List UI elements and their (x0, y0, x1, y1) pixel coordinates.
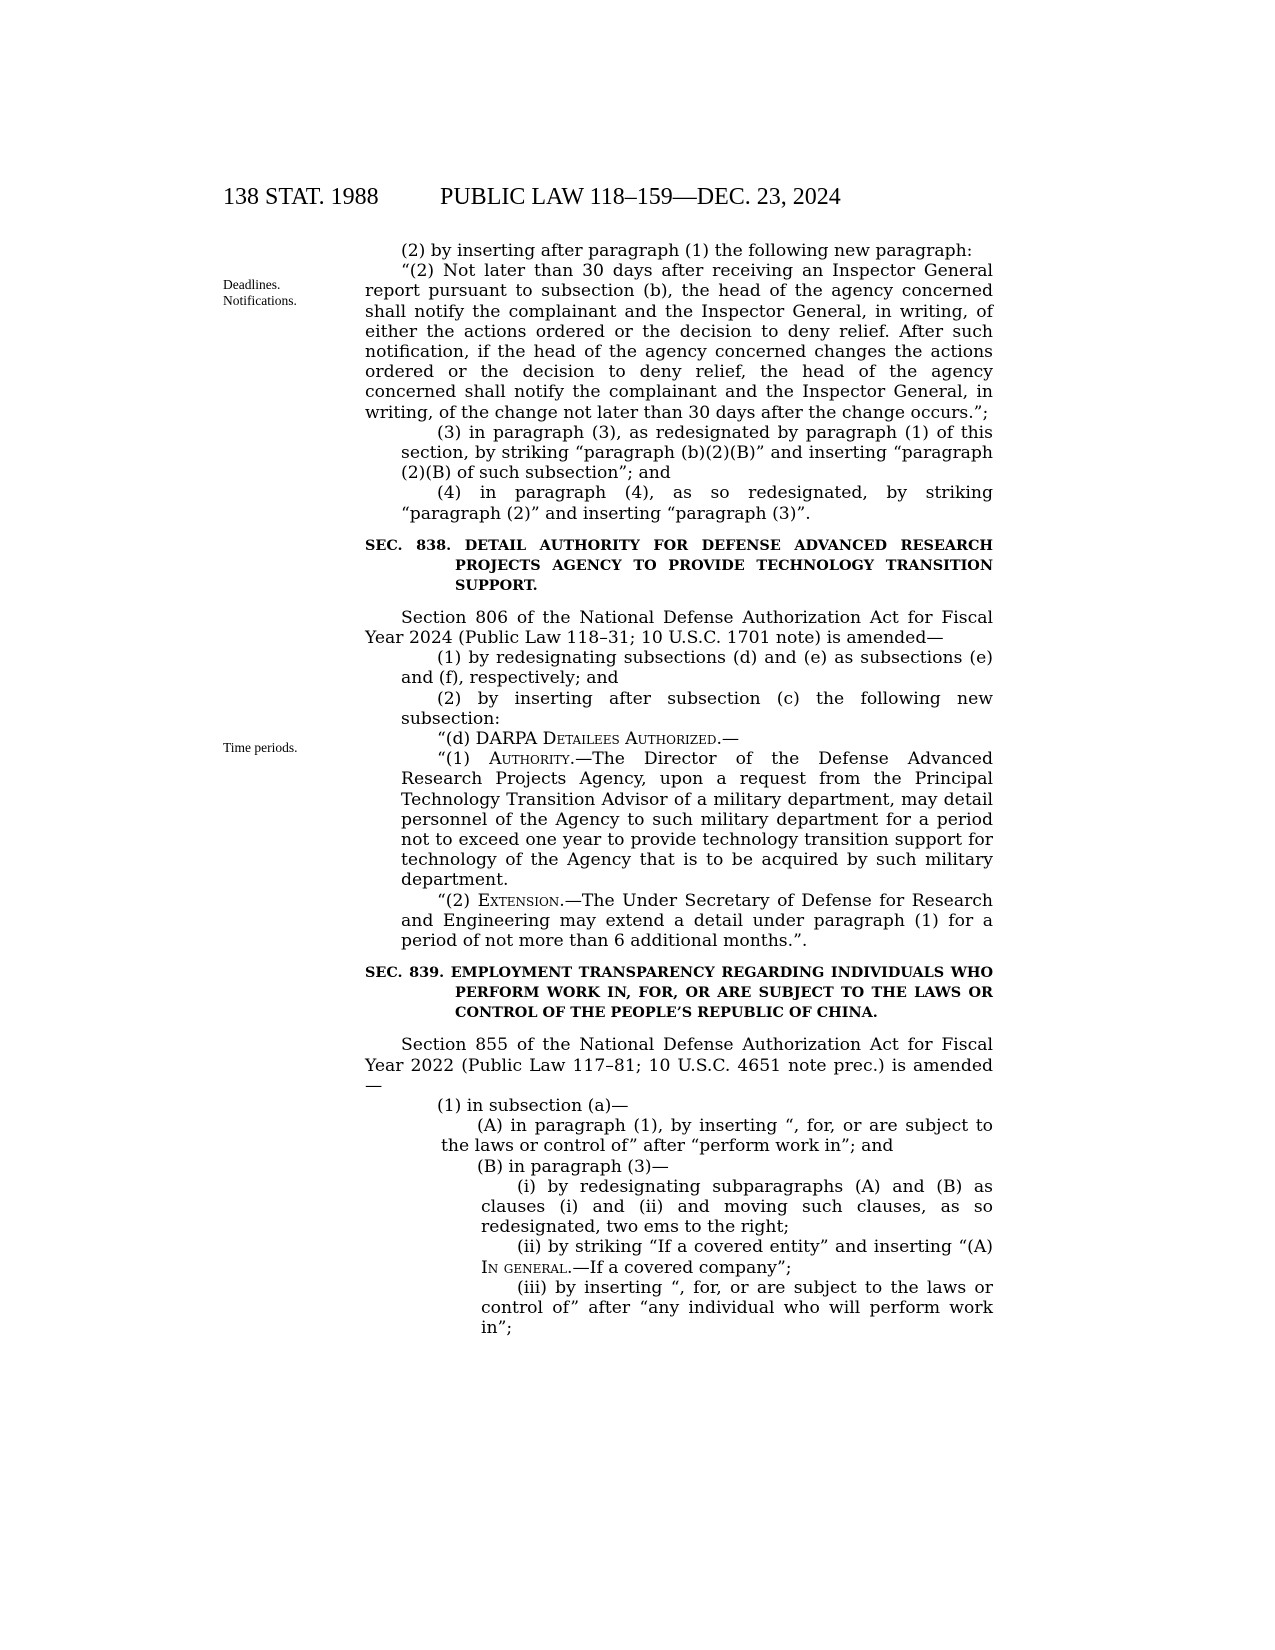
item-title: In general (481, 1257, 568, 1278)
paragraph-3: (3) in paragraph (3), as redesignated by paragraph (1) of this section, by striking “paragraph (b)(2)(B)” and inserting “paragraph (2)(B) of such subsection”; and (401, 422, 993, 484)
item-title: Authority (489, 749, 570, 770)
section-839-item-1-B-iii: (iii) by inserting “, for, or are subject to the laws or control of” after “any individual who will perform work in”; (481, 1277, 993, 1339)
item-prefix: “(2) (437, 890, 478, 911)
section-838-heading: SEC. 838. DETAIL AUTHORITY FOR DEFENSE ADVANCED RESEARCH PROJECTS AGENCY TO PROVIDE TECHNOLOGY TRANSITION SUPPORT. (365, 536, 993, 594)
section-839-item-1: (1) in subsection (a)— (437, 1095, 629, 1116)
section-839-item-1-B-ii (365, 1237, 993, 1277)
section-838-intro: Section 806 of the National Defense Authorization Act for Fiscal Year 2024 (Public Law 118–31; 10 U.S.C. 1701 note) is amended— (365, 607, 993, 649)
section-838-item-2: (2) by inserting after subsection (c) the following new subsection: (401, 688, 993, 729)
item-prefix: “(1) (437, 749, 490, 770)
margin-note-time-periods: Time periods. (223, 740, 298, 755)
item-text: .—If a covered company”; (567, 1257, 792, 1278)
subsection-d-title: DARPA Detailees Authorized (475, 729, 717, 750)
body-text (365, 241, 993, 1338)
section-839-item-1-A: (A) in paragraph (1), by inserting “, for, or are subject to the laws or control of” after “perform work in”; and (441, 1116, 993, 1157)
section-839-item-1-B-i: (i) by redesignating subparagraphs (A) and (B) as clauses (i) and (ii) and moving such clauses, as so redesignated, two ems to the right; (481, 1176, 993, 1238)
item-text: .—The Under Secretary of Defense for Research and Engineering may extend a detail under paragraph (1) for a period of not more than 6 additional months.”. (401, 890, 993, 952)
subsection-d-1 (365, 749, 993, 890)
item-title: Extension (477, 890, 560, 911)
stat-citation: 138 STAT. 1988 (223, 184, 379, 210)
subsection-d-2 (365, 891, 993, 952)
section-839-intro: Section 855 of the National Defense Authorization Act for Fiscal Year 2022 (Public Law 117–81; 10 U.S.C. 4651 note prec.) is amended— (365, 1035, 993, 1096)
paragraph-4: (4) in paragraph (4), as so redesignated, by striking “paragraph (2)” and inserting “paragraph (3)”. (401, 483, 993, 524)
running-header: PUBLIC LAW 118–159—DEC. 23, 2024 (440, 184, 841, 210)
item-text: .—The Director of the Defense Advanced Research Projects Agency, upon a request from the Principal Technology Transition Advisor of a military department, may detail personnel of the Agency to such military department for a period not to exceed one year to provide technology transition support for technology of the Agency that is to be acquired by such military department. (401, 749, 993, 891)
subsection-d-prefix: “(d) (437, 729, 476, 750)
section-839-item-1-B: (B) in paragraph (3)— (477, 1156, 669, 1177)
margin-note-notifications: Notifications. (223, 293, 297, 308)
section-838-item-1: (1) by redesignating subsections (d) and (e) as subsections (e) and (f), respectively; and (401, 648, 993, 689)
item-prefix: (ii) by striking “If a covered entity” and inserting “(A) (517, 1237, 993, 1258)
margin-note-deadlines: Deadlines. (223, 277, 281, 292)
paragraph-2-insert (365, 241, 993, 261)
subsection-d-suffix: .— (716, 729, 740, 750)
subsection-d-heading (365, 729, 993, 749)
paragraph-text: (2) by inserting after paragraph (1) the following new paragraph: (401, 241, 973, 261)
quoted-paragraph-2: “(2) Not later than 30 days after receiving an Inspector General report pursuant to subsection (b), the head of the agency concerned shall notify the complainant and the Inspector General, in writing, of either the actions ordered or the decision to deny relief. After such notification, if the head of the agency concerned changes the actions ordered or the decision to deny relief, the head of the agency concerned shall notify the complainant and the Inspector General, in writing, of the change not later than 30 days after the change occurs.”; (365, 261, 993, 423)
section-839-heading: SEC. 839. EMPLOYMENT TRANSPARENCY REGARDING INDIVIDUALS WHO PERFORM WORK IN, FOR, OR ARE SUBJECT TO THE LAWS OR CONTROL OF THE PEOPLE’S REPUBLIC OF CHINA. (365, 964, 993, 1022)
